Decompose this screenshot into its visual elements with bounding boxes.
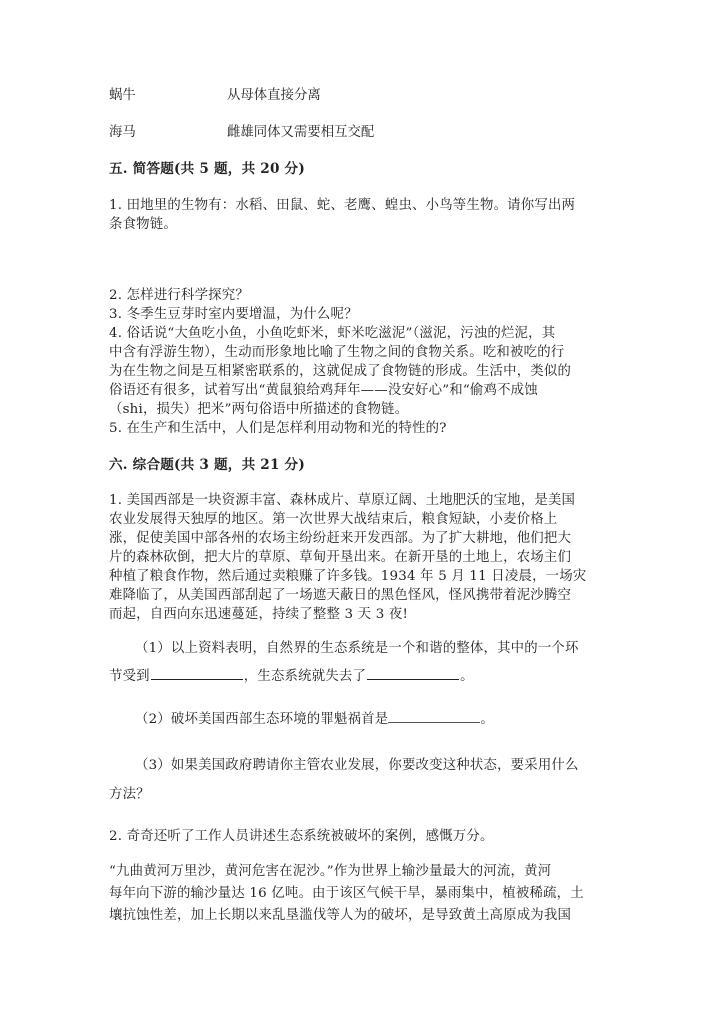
answer-blank-2[interactable] xyxy=(367,667,459,680)
s6-sub2 xyxy=(135,710,494,729)
s6-sub2-text-a: （2）破坏美国西部生态环境的罪魁祸首是 xyxy=(135,712,389,727)
s6-q1-line2: 农业发展得天独厚的地区。第一次世界大战结束后，粮食短缺，小麦价格上 xyxy=(109,512,558,527)
s6-sub1-line1: （1）以上资料表明，自然界的生态系统是一个和谐的整体，其中的一个环 xyxy=(135,641,579,656)
s5-q1-line1: 1. 田地里的生物有：水稻、田鼠、蛇、老鹰、蝗虫、小鸟等生物。请你写出两 xyxy=(109,198,576,213)
section6-heading: 六. 综合题(共 3 题，共 21 分) xyxy=(109,457,305,473)
match-right-2: 雌雄同体又需要相互交配 xyxy=(227,125,375,140)
s6-sub1-text-b: ，生态系统就失去了 xyxy=(243,669,367,684)
answer-blank-3[interactable] xyxy=(388,710,480,723)
match-left-1: 蜗牛 xyxy=(109,88,136,103)
s6-q2-line3: 壤抗蚀性差，加上长期以来乱垦滥伐等人为的破坏，是导致黄土高原成为我国 xyxy=(109,908,572,923)
s6-sub1-text-a: 节受到 xyxy=(109,669,150,684)
s5-q4-line5: （shi，损失）把米”两句俗语中所描述的食物链。 xyxy=(109,402,409,417)
s5-q4-line3: 为在生物之间是互相紧密联系的，这就促成了食物链的形成。生活中，类似的 xyxy=(109,364,572,379)
s5-q3: 3. 冬季生豆芽时室内要增温，为什么呢？ xyxy=(109,307,358,322)
s6-sub1-text-c: 。 xyxy=(460,669,474,684)
s5-q4-line2: 中含有浮游生物），生动而形象地比喻了生物之间的食物关系。吃和被吃的行 xyxy=(109,345,565,360)
s6-q1-line1: 1. 美国西部是一块资源丰富、森林成片、草原辽阔、土地肥沃的宝地，是美国 xyxy=(109,493,576,508)
match-left-2: 海马 xyxy=(109,125,136,140)
s6-sub3-line1: （3）如果美国政府聘请你主管农业发展，你要改变这种状态，要采用什么 xyxy=(135,758,579,773)
s6-q2-line2: 每年向下游的输沙量达 16 亿吨。由于该区气候干旱，暴雨集中，植被稀疏，土 xyxy=(109,886,584,901)
s6-sub3-line2: 方法？ xyxy=(109,787,150,802)
s6-q1-line7: 而起，自西向东迅速蔓延，持续了整整 3 天 3 夜! xyxy=(109,607,409,622)
s5-q5: 5. 在生产和生活中，人们是怎样利用动物和光的特性的? xyxy=(109,421,447,436)
s5-q4-line1: 4. 俗话说“大鱼吃小鱼，小鱼吃虾米，虾米吃滋泥”（滋泥，污浊的烂泥，其 xyxy=(109,326,556,341)
s5-q2: 2. 怎样进行科学探究？ xyxy=(109,288,249,303)
s5-q1-line2: 条食物链。 xyxy=(109,217,177,232)
s6-q1-line6: 难降临了，从美国西部刮起了一场遮天蔽日的黑色怪风，怪风携带着泥沙腾空 xyxy=(109,588,572,603)
s6-q1-line3: 涨，促使美国中部各州的农场主纷纷赶来开发西部。为了扩大耕地，他们把大 xyxy=(109,531,572,546)
s6-sub1-line2 xyxy=(109,667,474,686)
s5-q4-line4: 俗语还有很多，试着写出“黄鼠狼给鸡拜年——没安好心”和“偷鸡不成蚀 xyxy=(109,383,538,398)
s6-sub2-text-b: 。 xyxy=(480,712,494,727)
section5-heading: 五. 简答题(共 5 题，共 20 分) xyxy=(109,161,305,177)
s6-q2-line1: “九曲黄河万里沙，黄河危害在泥沙。”作为世界上输沙量最大的河流，黄河 xyxy=(109,864,552,879)
s6-q2-intro: 2. 奇奇还听了工作人员讲述生态系统被破坏的案例，感慨万分。 xyxy=(109,829,494,844)
s6-q1-line5: 种植了粮食作物，然后通过卖粮赚了许多钱。1934 年 5 月 11 日凌晨，一场灾 xyxy=(109,569,587,584)
s6-q1-line4: 片的森林砍倒，把大片的草原、草甸开垦出来。在新开垦的土地上，农场主们 xyxy=(109,550,572,565)
answer-blank-1[interactable] xyxy=(151,667,243,680)
match-right-1: 从母体直接分离 xyxy=(227,88,321,103)
